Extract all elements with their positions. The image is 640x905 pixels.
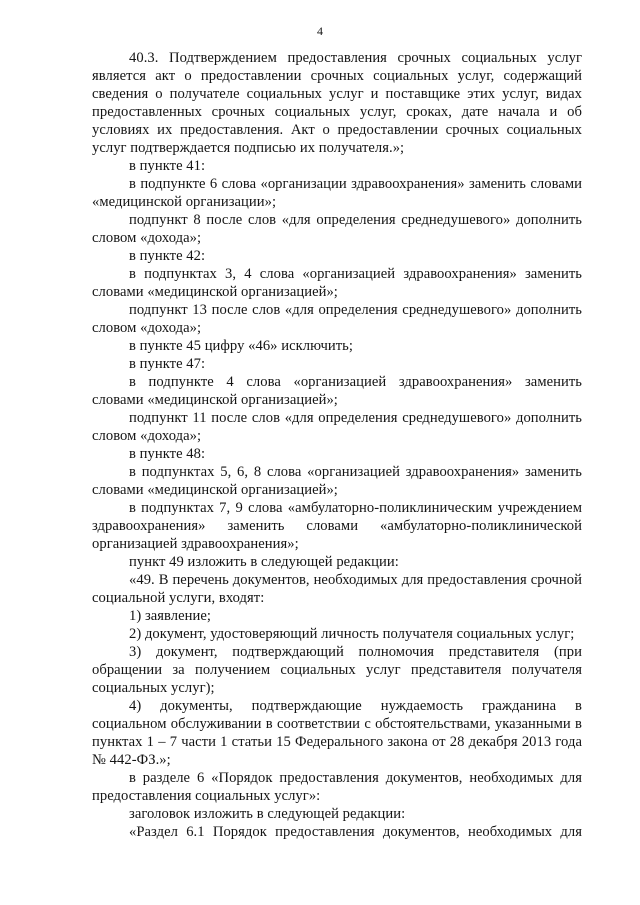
paragraph-48-sub-5-6-8: в подпунктах 5, 6, 8 слова «организацией здравоохранения» заменить словами «медицинской организацией»; bbox=[92, 464, 582, 498]
list-item-1: 1) заявление; bbox=[129, 608, 212, 624]
paragraph-42-sub-3-4: в подпунктах 3, 4 слова «организацией здравоохранения» заменить словами «медицинской организацией»; bbox=[92, 266, 582, 300]
paragraph-section-6-1: «Раздел 6.1 Порядок предоставления документов, необходимых для bbox=[129, 824, 582, 840]
paragraph-section-6: в разделе 6 «Порядок предоставления документов, необходимых для предоставления социальных услуг»: bbox=[92, 770, 582, 804]
paragraph-point-45: в пункте 45 цифру «46» исключить; bbox=[129, 338, 353, 354]
paragraph-48-sub-7-9: в подпунктах 7, 9 слова «амбулаторно-поликлиническим учреждением здравоохранения» заменить словами «амбулаторно-поликлинической организацией здравоохранения»; bbox=[92, 500, 582, 552]
paragraph-heading-instruction: заголовок изложить в следующей редакции: bbox=[129, 806, 406, 822]
paragraph-point-41: в пункте 41: bbox=[129, 158, 206, 174]
list-item-3: 3) документ, подтверждающий полномочия представителя (при обращении за получением социальных услуг представителя получателя социальных услуг); bbox=[92, 644, 582, 696]
paragraph-41-sub-8: подпункт 8 после слов «для определения среднедушевого» дополнить словом «дохода»; bbox=[92, 212, 582, 246]
paragraph-49-text: «49. В перечень документов, необходимых для предоставления срочной социальной услуги, входят: bbox=[92, 572, 582, 606]
paragraph-41-sub-6: в подпункте 6 слова «организации здравоохранения» заменить словами «медицинской организации»; bbox=[92, 176, 582, 210]
document-body bbox=[92, 49, 582, 841]
paragraph-40-3: 40.3. Подтверждением предоставления срочных социальных услуг является акт о предоставлении срочных социальных услуг, содержащий сведения о получателе социальных услуг и поставщике этих услуг, видах предоставленных срочных социальных услуг, сроках, дате начала и об условиях их предоставления. Акт о предоставлении срочных социальных услуг подтверждается подписью их получателя.»; bbox=[92, 50, 582, 156]
paragraph-point-49-intro: пункт 49 изложить в следующей редакции: bbox=[129, 554, 399, 570]
paragraph-point-47: в пункте 47: bbox=[129, 356, 206, 372]
paragraph-42-sub-13: подпункт 13 после слов «для определения среднедушевого» дополнить словом «дохода»; bbox=[92, 302, 582, 336]
paragraph-47-sub-4: в подпункте 4 слова «организацией здравоохранения» заменить словами «медицинской организацией»; bbox=[92, 374, 582, 408]
paragraph-47-sub-11: подпункт 11 после слов «для определения среднедушевого» дополнить словом «дохода»; bbox=[92, 410, 582, 444]
paragraph-point-48: в пункте 48: bbox=[129, 446, 206, 462]
paragraph-point-42: в пункте 42: bbox=[129, 248, 206, 264]
list-item-4: 4) документы, подтверждающие нуждаемость гражданина в социальном обслуживании в соответствии с обстоятельствами, указанными в пунктах 1 – 7 части 1 статьи 15 Федерального закона от 28 декабря 2013 года № 442-ФЗ.»; bbox=[92, 698, 582, 768]
page-number: 4 bbox=[317, 24, 323, 38]
list-item-2: 2) документ, удостоверяющий личность получателя социальных услуг; bbox=[129, 626, 575, 642]
